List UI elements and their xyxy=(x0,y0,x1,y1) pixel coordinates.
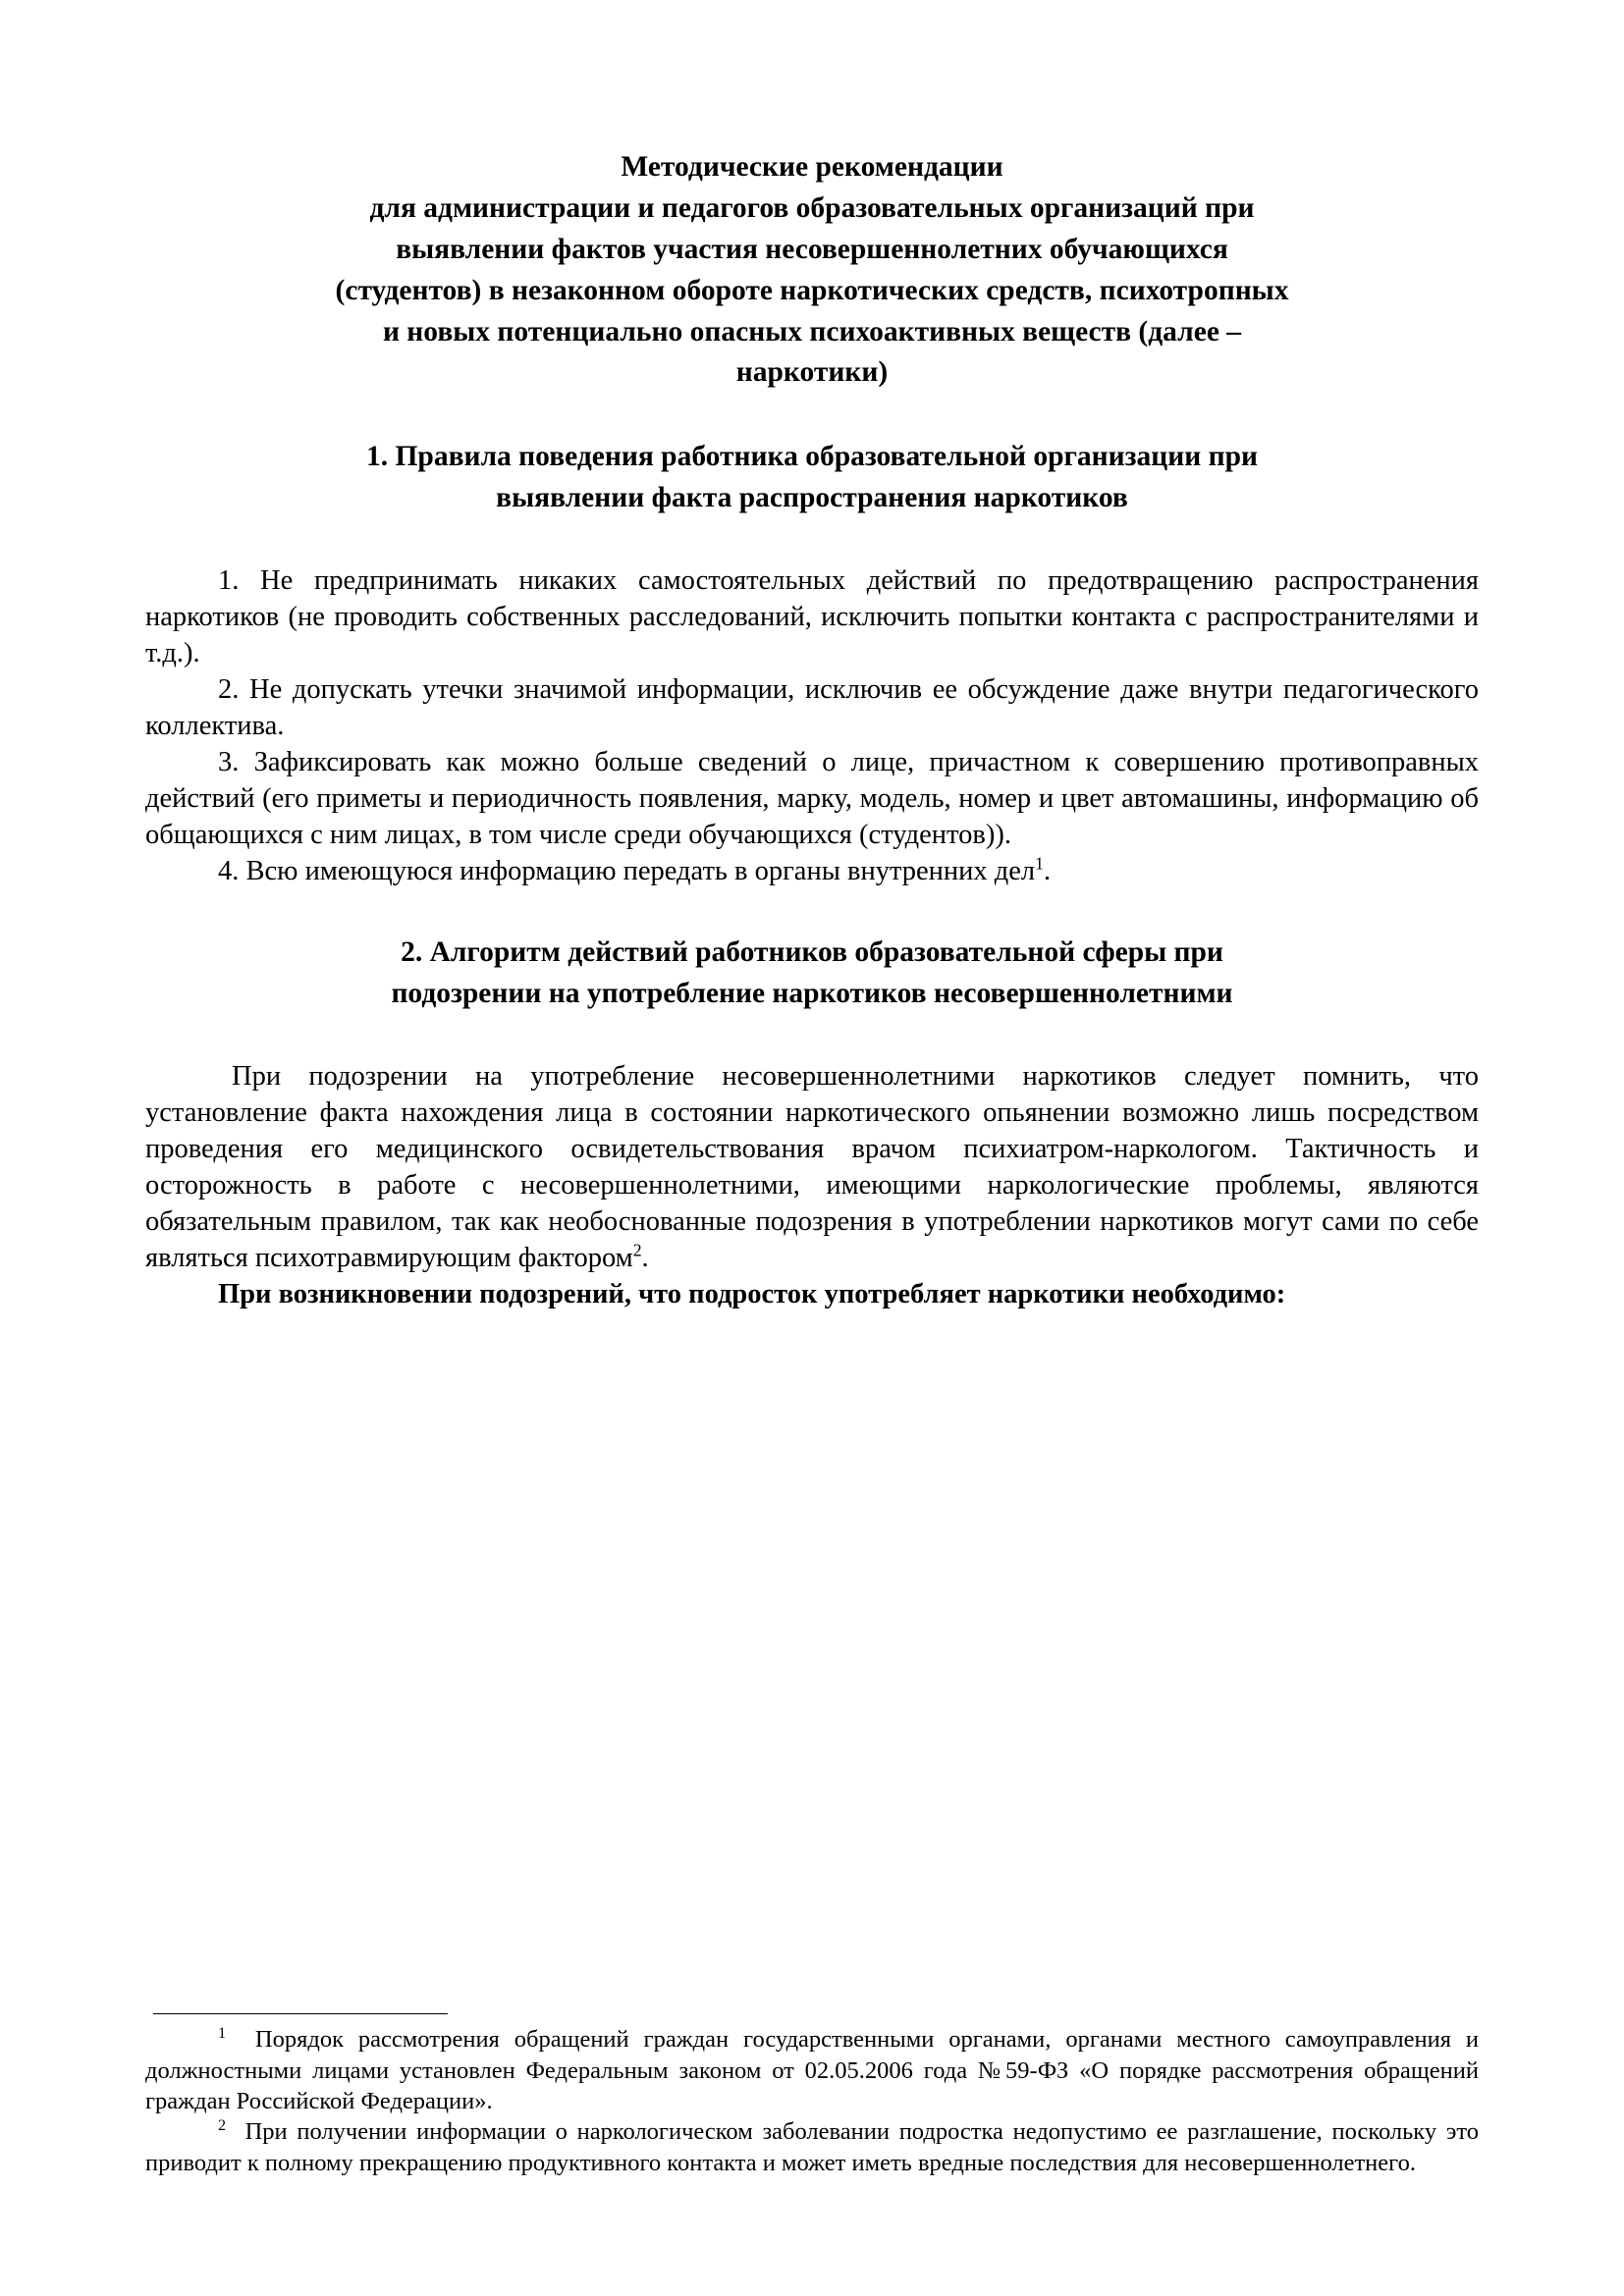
section-1-heading-line: выявлении факта распространения наркотиков xyxy=(496,482,1128,514)
section-2-paragraph-2: При возникновении подозрений, что подросток употребляет наркотики необходимо: xyxy=(218,1279,1286,1310)
page-title-line: Методические рекомендации xyxy=(621,151,1003,183)
section-1-paragraph-4-tail: . xyxy=(1043,856,1052,887)
footnote-2 xyxy=(145,2116,1479,2178)
spacer xyxy=(145,889,1479,933)
footnote-ref-2: 2 xyxy=(632,1240,642,1260)
page-title-line: и новых потенциально опасных психоактивных веществ (далее – xyxy=(382,315,1242,347)
section-1-paragraph-3: 3. Зафиксировать как можно больше сведений о лице, причастном к совершению противоправных действий (его приметы и периодичность появления, марку, модель, номер и цвет автомашины, информацию об общающихся с ним лицах, в том числе среди обучающихся (студентов)). xyxy=(145,747,1479,851)
section-2-heading-line: подозрении на употребление наркотиков несовершеннолетними xyxy=(391,978,1233,1010)
footnote-2-text: При получении информации о наркологическом заболевании подростка недопустимо ее разглашение, поскольку это приводит к полному прекращению продуктивного контакта и может иметь вредные последствия для несовершеннолетнего. xyxy=(145,2118,1480,2176)
spacer xyxy=(145,394,1479,437)
section-1-paragraph-4-text: 4. Всю имеющуюся информацию передать в органы внутренних дел xyxy=(218,856,1036,887)
footnote-separator xyxy=(153,2013,448,2014)
section-2-heading-line: 2. Алгоритм действий работников образовательной сферы при xyxy=(401,936,1223,969)
page-title-line: для администрации и педагогов образовательных организаций при xyxy=(369,191,1255,224)
section-1-heading xyxy=(145,437,1479,519)
spacer xyxy=(145,519,1479,562)
page-title-line: наркотики) xyxy=(735,356,889,389)
footnote-1-text: Порядок рассмотрения обращений граждан государственными органами, органами местного самоуправления и должностными лицами установлен Федеральным законом от 02.05.2006 года №59-ФЗ «О порядке рассмотрения обращений граждан Российской Федерации». xyxy=(145,2026,1479,2114)
footnote-2-marker: 2 xyxy=(218,2117,227,2135)
page-title xyxy=(145,147,1479,394)
section-2-paragraph-1 xyxy=(145,1058,1479,1276)
section-1-heading-line: 1. Правила поведения работника образовательной организации при xyxy=(365,441,1259,473)
section-2-paragraph-1-tail: . xyxy=(641,1243,649,1274)
spacer xyxy=(145,1015,1479,1058)
page-title-line: (студентов) в незаконном оборотe наркотических средств, психотропных xyxy=(335,274,1289,306)
section-1-paragraph-4 xyxy=(145,853,1479,889)
section-1-paragraph-2: 2. Не допускать утечки значимой информации, исключив ее обсуждение даже внутри педагогического коллектива. xyxy=(145,674,1479,742)
section-1-paragraph-1: 1. Не предпринимать никаких самостоятельных действий по предотвращению распространения наркотиков (не проводить собственных расследований, исключить попытки контакта с распространителями и т.д.). xyxy=(145,565,1479,669)
section-2-heading xyxy=(145,933,1479,1015)
footnote-1-marker: 1 xyxy=(218,2025,227,2043)
page-title-line: выявлении фактов участия несовершеннолетних обучающихся xyxy=(396,233,1228,265)
section-2-paragraph-1-text: При подозрении на употребление несовершеннолетними наркотиков следует помнить, что установление факта нахождения лица в состоянии наркотического опьянении возможно лишь посредством проведения его медицинского освидетельствования врачом психиатром-наркологом. Тактичность и осторожность в работе с несовершеннолетними, имеющими наркологические проблемы, являются обязательным правилом, так как необоснованные подозрения в употреблении наркотиков могут сами по себе являться психотравмирующим фактором xyxy=(145,1061,1479,1274)
footnotes-block xyxy=(145,2013,1479,2178)
footnote-1 xyxy=(145,2024,1479,2116)
footnote-ref-1: 1 xyxy=(1035,853,1044,874)
